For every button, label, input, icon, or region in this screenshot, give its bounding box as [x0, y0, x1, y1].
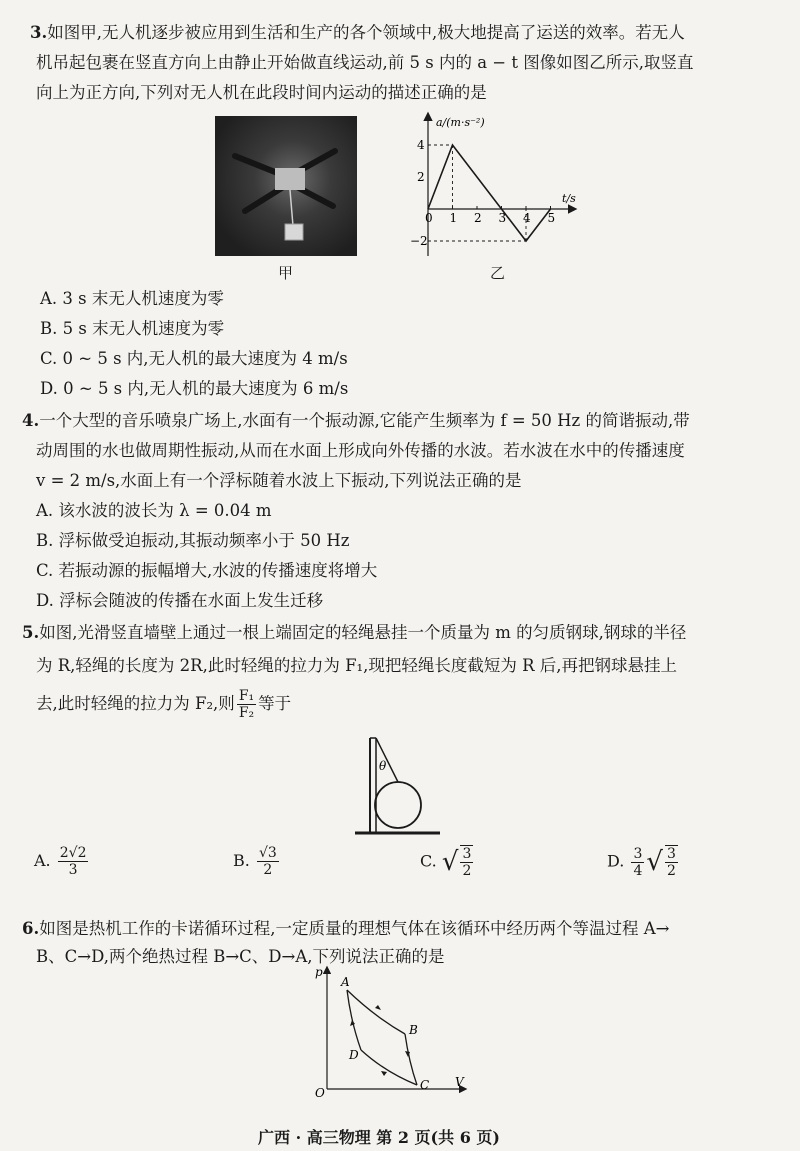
q3-line-1	[30, 22, 685, 44]
x-tick-label-0: 0	[425, 211, 433, 225]
q6-number: 6.	[22, 919, 40, 938]
page-footer: 广西 · 高三物理 第 2 页(共 6 页)	[258, 1128, 500, 1147]
q5-option-a-label: A.	[34, 851, 51, 870]
q4-option-c: C. 若振动源的振幅增大,水波的传播速度将增大	[36, 561, 378, 580]
q5-option-a-num: 2√2	[59, 845, 87, 861]
q5-option-d-frac	[665, 845, 678, 879]
wall-ball-diagram	[350, 730, 460, 840]
q5-option-a	[34, 845, 90, 878]
q3-line-2: 机吊起包裹在竖直方向上由静止开始做直线运动,前 5 s 内的 a − t 图像如图乙所示,取竖直	[36, 53, 694, 72]
sqrt-sign: √	[646, 847, 663, 877]
q5-line-1	[22, 622, 686, 644]
q5-option-a-den: 3	[68, 862, 78, 878]
q5-option-d-coef-den: 4	[633, 862, 643, 879]
q5-option-c-label: C.	[420, 851, 437, 871]
ratio-numerator: F₁	[238, 688, 255, 704]
series-line	[428, 145, 551, 241]
q5-option-b-den: 2	[263, 862, 273, 878]
q3-number: 3.	[30, 23, 48, 42]
x-tick-label-4: 4	[523, 211, 531, 225]
q5-option-d-coef	[631, 846, 644, 879]
x-tick-label-3: 3	[498, 211, 507, 225]
q5-number: 5.	[22, 623, 40, 642]
q5-option-d-label: D.	[607, 851, 625, 871]
q5-option-b	[233, 845, 281, 878]
adiabat-bc	[405, 1034, 417, 1085]
q4-stem-1: 一个大型的音乐喷泉广场上,水面有一个振动源,它能产生频率为 f = 50 Hz 的简谐振动,带	[39, 411, 690, 430]
q5-option-d	[607, 845, 680, 879]
caption-yi: 乙	[490, 264, 506, 282]
q4-line-1	[22, 410, 690, 432]
drone-photo	[215, 116, 357, 256]
x-tick-label-5: 5	[547, 211, 556, 225]
origin-label: O	[315, 1086, 325, 1100]
q5-stem-3: 去,此时轻绳的拉力为 F₂,则	[36, 694, 235, 713]
y-tick-label-2: −2	[410, 234, 428, 248]
q5-option-c-num: 3	[462, 846, 472, 862]
q3-option-a: A. 3 s 末无人机速度为零	[40, 289, 224, 308]
theta-label: θ	[379, 759, 387, 773]
point-c-label: C	[420, 1078, 430, 1092]
q6-line-1	[22, 918, 669, 940]
q4-option-b: B. 浮标做受迫振动,其振动频率小于 50 Hz	[36, 531, 350, 550]
q4-option-d: D. 浮标会随波的传播在水面上发生迁移	[36, 591, 324, 610]
y-tick-label-0: 4	[417, 138, 425, 152]
q5-line-2: 为 R,轻绳的长度为 2R,此时轻绳的拉力为 F₁,现把轻绳长度截短为 R 后,再把钢球悬挂上	[36, 656, 678, 675]
q5-option-c-den: 2	[462, 863, 472, 879]
q3-option-d: D. 0 ~ 5 s 内,无人机的最大速度为 6 m/s	[40, 379, 349, 398]
q5-option-d-den: 2	[666, 863, 676, 879]
q5-option-d-coef-num: 3	[633, 845, 643, 862]
y-tick-label-1: 2	[417, 170, 425, 184]
q6-line-2: B、C→D,两个绝热过程 B→C、D→A,下列说法正确的是	[36, 947, 445, 966]
q5-option-b-frac	[257, 845, 279, 878]
q5-option-c	[420, 845, 475, 879]
q4-option-a: A. 该水波的波长为 λ = 0.04 m	[36, 501, 272, 520]
q3-line-3: 向上为正方向,下列对无人机在此段时间内运动的描述正确的是	[36, 83, 487, 102]
carnot-pv-diagram	[305, 962, 475, 1102]
q4-line-3: v = 2 m/s,水面上有一个浮标随着水波上下振动,下列说法正确的是	[36, 471, 522, 490]
at-chart	[400, 106, 590, 266]
point-a-label: A	[341, 975, 350, 989]
adiabat-da	[347, 990, 361, 1050]
f1-f2-ratio	[237, 688, 256, 721]
q5-option-a-frac	[58, 845, 89, 878]
q5-option-b-label: B.	[233, 851, 250, 870]
q5-option-d-num: 3	[666, 846, 676, 862]
x-tick-label-2: 2	[474, 211, 482, 225]
q5-option-c-frac	[460, 845, 473, 879]
ratio-denominator: F₂	[238, 705, 255, 721]
x-axis-label: t/s	[562, 192, 576, 205]
q5-option-b-num: √3	[258, 845, 277, 861]
q3-option-c: C. 0 ~ 5 s 内,无人机的最大速度为 4 m/s	[40, 349, 348, 368]
q3-stem-1: 如图甲,无人机逐步被应用到生活和生产的各个领域中,极大地提高了运送的效率。若无人	[47, 23, 685, 42]
p-axis-label: p	[315, 965, 323, 979]
x-tick-label-1: 1	[449, 211, 458, 225]
q4-number: 4.	[22, 411, 40, 430]
q5-stem-1: 如图,光滑竖直墙壁上通过一根上端固定的轻绳悬挂一个质量为 m 的匀质钢球,钢球的半径	[39, 623, 687, 642]
point-b-label: B	[409, 1023, 418, 1037]
point-d-label: D	[349, 1048, 359, 1062]
sqrt-sign: √	[441, 847, 459, 877]
q4-line-2: 动周围的水也做周期性振动,从而在水面上形成向外传播的水波。若水波在水中的传播速度	[36, 441, 685, 460]
caption-jia: 甲	[278, 264, 294, 282]
q5-line-3	[36, 688, 291, 721]
isotherm-ab	[347, 990, 405, 1034]
ratio-tail: 等于	[258, 694, 292, 713]
drone-illustration	[215, 116, 357, 256]
q3-option-b: B. 5 s 末无人机速度为零	[40, 319, 225, 338]
q6-stem-1: 如图是热机工作的卡诺循环过程,一定质量的理想气体在该循环中经历两个等温过程 A→	[39, 919, 670, 938]
y-axis-label: a/(m·s⁻²)	[436, 116, 485, 129]
v-axis-label: V	[455, 1075, 464, 1089]
